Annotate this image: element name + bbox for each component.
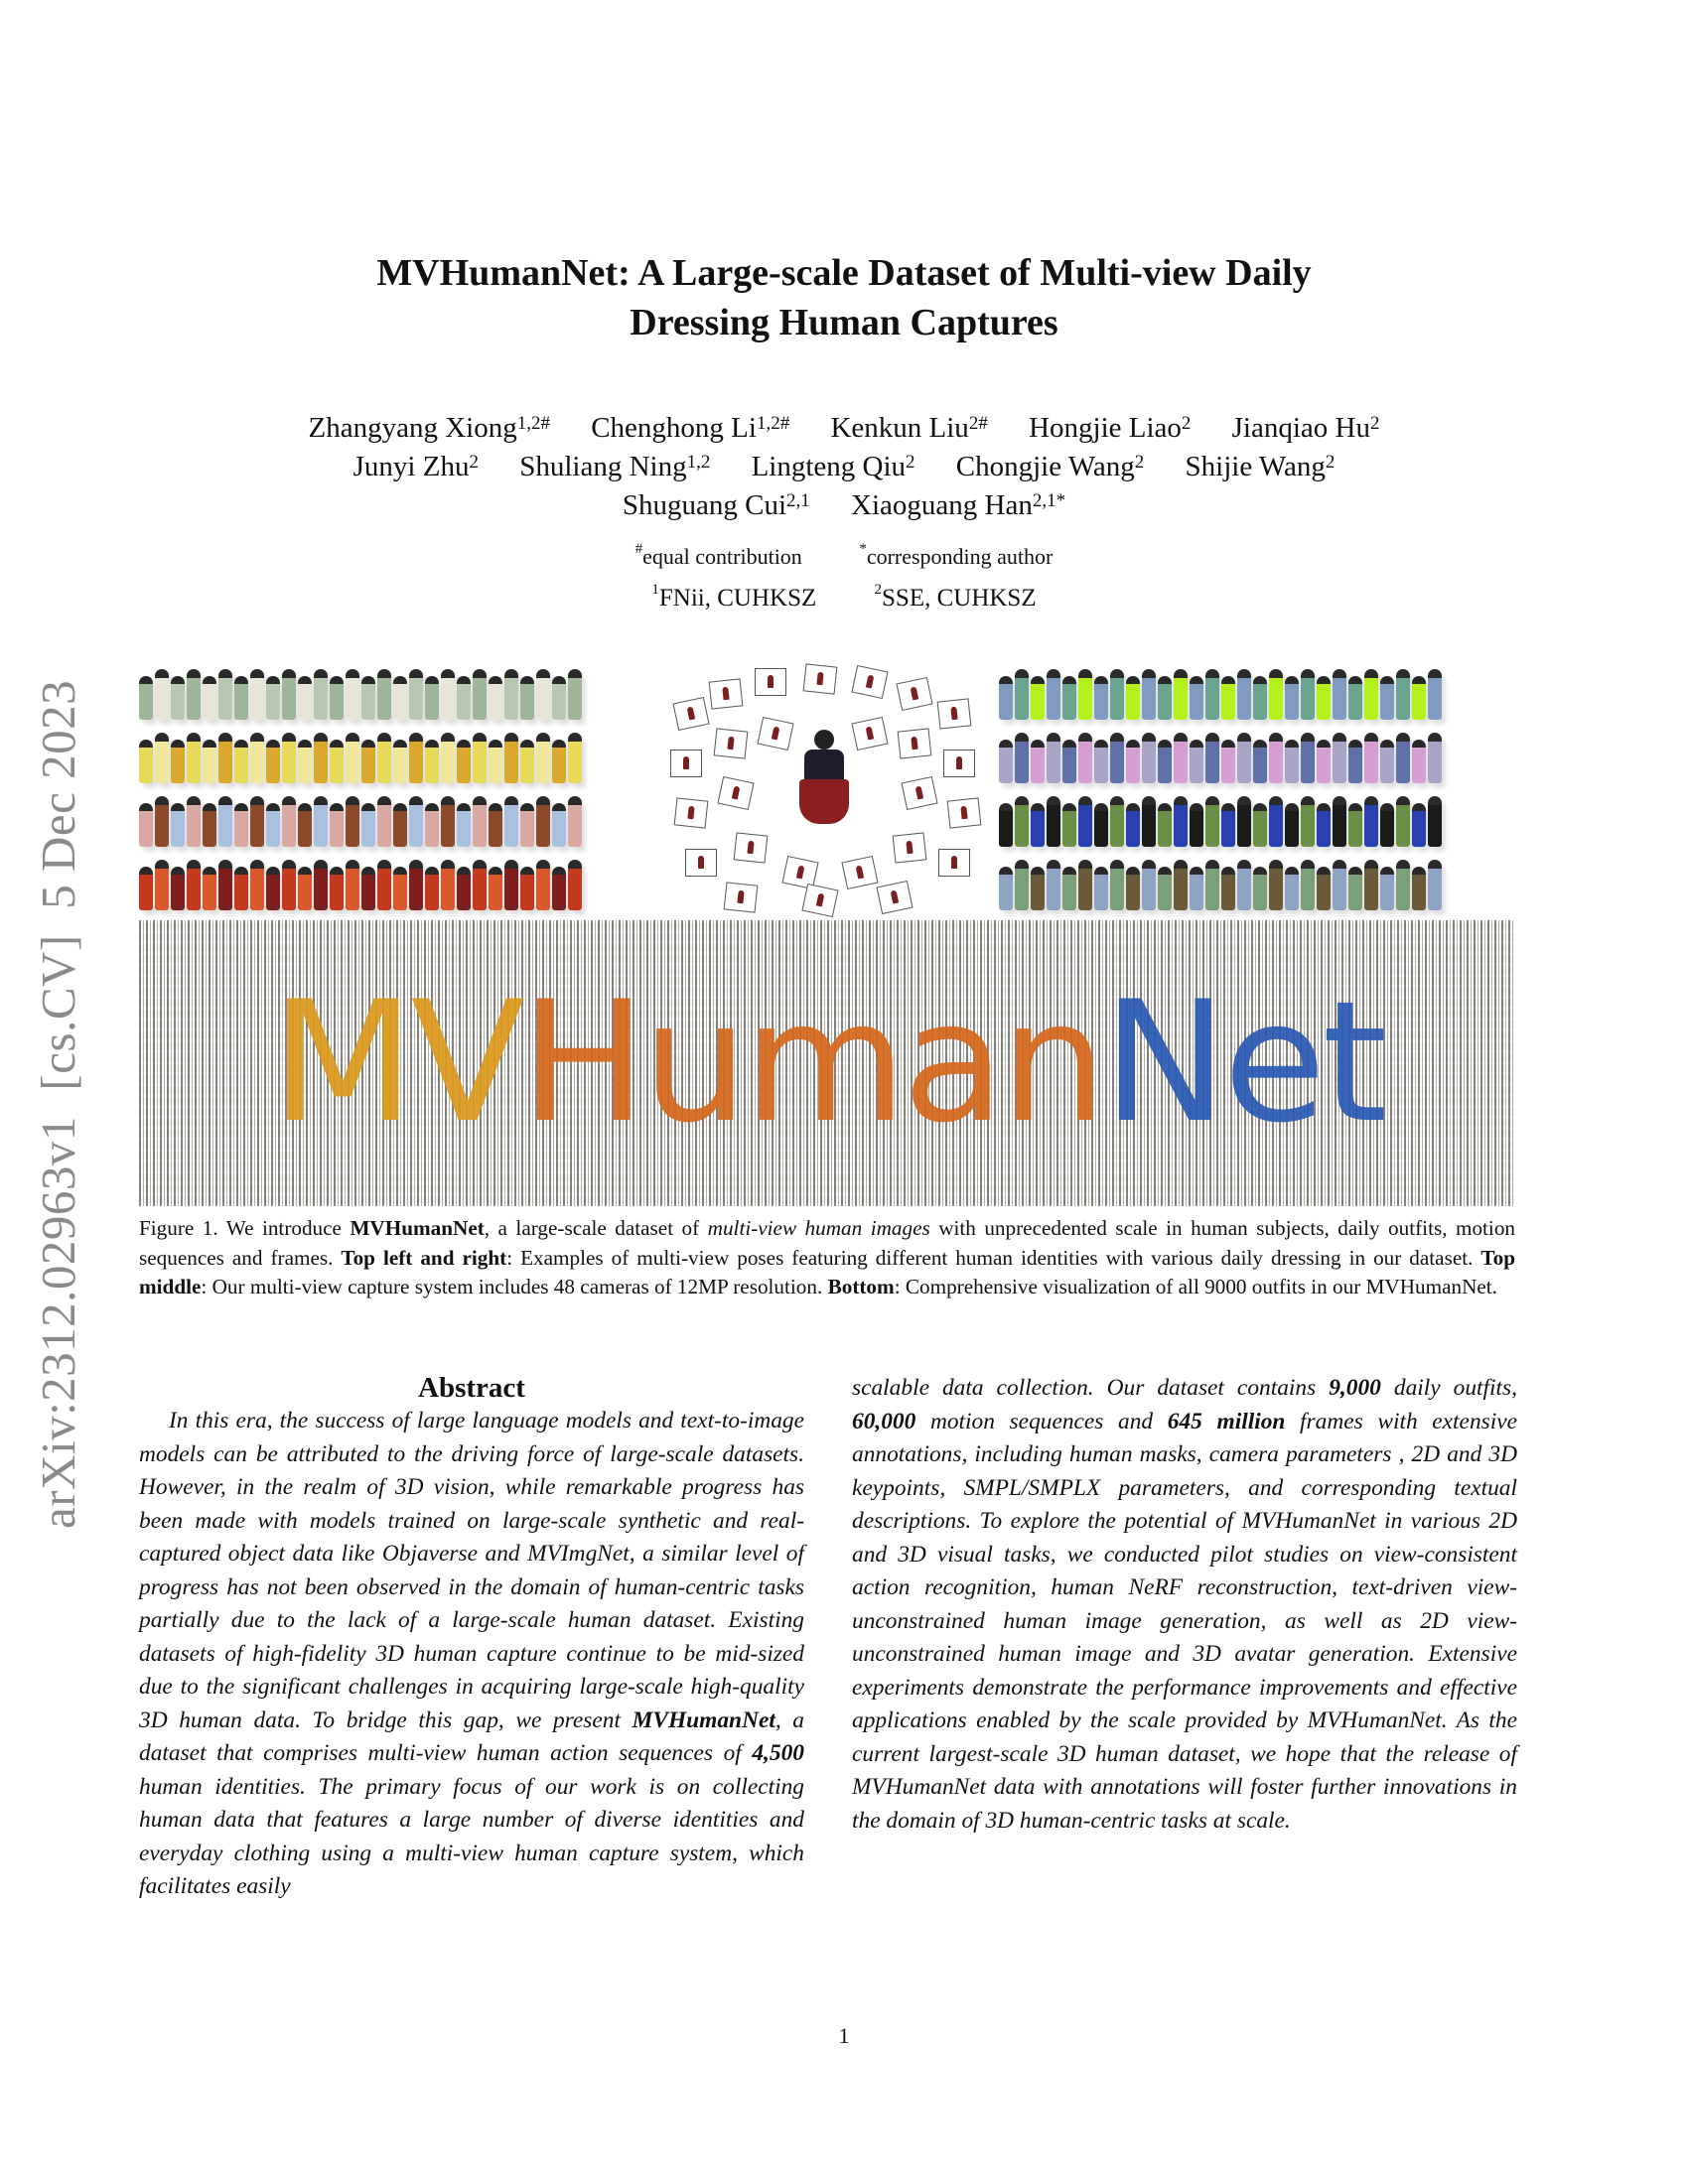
author: Junyi Zhu$^2$ bbox=[352, 451, 479, 482]
author: Lingteng Qiu$^2$ bbox=[751, 451, 915, 482]
camera-view-icon bbox=[893, 832, 927, 863]
camera-view-icon bbox=[937, 698, 972, 729]
author-row-1 bbox=[0, 409, 1688, 448]
camera-view-icon bbox=[670, 750, 702, 777]
camera-view-icon bbox=[851, 717, 888, 751]
camera-view-icon bbox=[938, 849, 970, 877]
multi-view-poses-left bbox=[139, 660, 655, 913]
camera-view-icon bbox=[755, 668, 786, 696]
abstract-right-column: scalable data collection. Our dataset contains 9,000 daily outfits, 60,000 motion sequences and 645 million frames with extensive annotations, including human masks, camera parameters , 2D and 3D keypoints, SMPL/SMPLX parameters, and corresponding textual descriptions. To explore the potential of MVHumanNet in various 2D and 3D visual tasks, we conducted pilot studies on view-consistent action recognition, human NeRF reconstruction, text-driven view-unconstrained human image generation, as well as 2D view-unconstrained human image and 3D avatar generation. Extensive experiments demonstrate the performance improvements and effective applications enabled by the scale provided by MVHumanNet. As the current largest-scale 3D human dataset, we hope that the release of MVHumanNet data with annotations will foster further innovations in the domain of 3D human-centric tasks at scale. bbox=[852, 1375, 1518, 1834]
camera-view-icon bbox=[714, 728, 749, 758]
affiliation: $^1$FNii, CUHKSZ bbox=[651, 582, 817, 612]
author-row-3 bbox=[0, 486, 1688, 525]
camera-view-icon bbox=[734, 832, 769, 863]
paper-title bbox=[0, 248, 1688, 347]
author: Shuguang Cui$^{2,1}$ bbox=[622, 489, 810, 521]
arxiv-identifier-stamp: arXiv:2312.02963v1 [cs.CV] 5 Dec 2023 bbox=[31, 679, 85, 1529]
camera-view-icon bbox=[898, 728, 932, 758]
author: Shijie Wang$^2$ bbox=[1185, 451, 1336, 482]
abstract-heading: Abstract bbox=[418, 1372, 525, 1404]
camera-view-icon bbox=[841, 856, 878, 889]
camera-view-icon bbox=[724, 882, 759, 912]
camera-view-icon bbox=[757, 717, 793, 751]
author: Zhangyang Xiong$^{1,2\#}$ bbox=[308, 412, 550, 444]
mvhumannet-logo bbox=[139, 965, 1515, 1160]
camera-view-icon bbox=[672, 697, 709, 731]
camera-view-icon bbox=[947, 797, 982, 828]
author-row-2 bbox=[0, 448, 1688, 486]
affiliation: $^2$SSE, CUHKSZ bbox=[874, 582, 1037, 612]
logo-part-human: Human bbox=[520, 965, 1103, 1160]
author: Xiaoguang Han$^{2,1*}$ bbox=[851, 489, 1066, 521]
figure-caption: Figure 1. We introduce MVHumanNet, a large-scale dataset of multi-view human images with unprecedented scale in human subjects, daily outfits, motion sequences and frames. Top left and right: Examples of multi-view poses featuring different human identities with various daily dressing in our dataset. Top middle: Our multi-view capture system includes 48 cameras of 12MP resolution. Bottom: Comprehensive visualization of all 9000 outfits in our MVHumanNet. bbox=[139, 1216, 1516, 1298]
camera-view-icon bbox=[717, 776, 754, 810]
author: Shuliang Ning$^{1,2}$ bbox=[519, 451, 711, 482]
figure-label: Figure 1. bbox=[139, 1216, 218, 1240]
camera-view-icon bbox=[685, 849, 717, 877]
outfit-mosaic bbox=[139, 920, 1515, 1206]
title-line-1: MVHumanNet: A Large-scale Dataset of Multi-view Daily bbox=[376, 252, 1312, 294]
figure-1-image bbox=[139, 660, 1515, 1206]
author: Kenkun Liu$^{2\#}$ bbox=[830, 412, 988, 444]
author: Jianqiao Hu$^2$ bbox=[1231, 412, 1380, 444]
author-list bbox=[0, 409, 1688, 525]
author: Hongjie Liao$^2$ bbox=[1029, 412, 1192, 444]
camera-view-icon bbox=[851, 665, 888, 699]
page-number: 1 bbox=[838, 2023, 850, 2048]
camera-view-icon bbox=[896, 677, 932, 711]
corresponding-author-note: *corresponding author bbox=[859, 541, 1054, 569]
capture-rig-illustration bbox=[655, 660, 993, 913]
camera-view-icon bbox=[876, 881, 913, 914]
author: Chenghong $Li^{1,2\#}$ bbox=[591, 412, 790, 444]
figure-top-panels bbox=[139, 660, 1515, 913]
camera-view-icon bbox=[801, 884, 838, 917]
abstract-left-column: In this era, the success of large language models and text-to-image models can be attributed to the driving force of large-scale datasets. However, in the realm of 3D vision, while remarkable progress has been made with models trained on large-scale synthetic and real-captured object data like Objaverse and MVImgNet, a similar level of progress has not been observed in the domain of human-centric tasks partially due to the lack of a large-scale human dataset. Existing datasets of high-fidelity 3D human capture continue to be mid-sized due to the significant challenges in acquiring large-scale high-quality 3D human data. To bridge this gap, we present MVHumanNet, a dataset that comprises multi-view human action sequences of 4,500 human identities. The primary focus of our work is on collecting human data that features a large number of diverse identities and everyday clothing using a multi-view human capture system, which facilitates easily bbox=[139, 1408, 805, 1899]
equal-contribution-note: #equal contribution bbox=[634, 541, 802, 569]
title-line-2: Dressing Human Captures bbox=[630, 302, 1058, 343]
logo-part-net: Net bbox=[1102, 965, 1384, 1160]
captured-subject-figure bbox=[804, 730, 844, 829]
author: Chongjie Wang$^2$ bbox=[955, 451, 1145, 482]
camera-view-icon bbox=[943, 750, 975, 777]
camera-view-icon bbox=[674, 797, 709, 828]
multi-view-poses-right bbox=[999, 660, 1515, 913]
camera-view-icon bbox=[803, 663, 838, 694]
affiliations bbox=[0, 582, 1688, 613]
contribution-notes bbox=[0, 541, 1688, 570]
camera-view-icon bbox=[709, 678, 744, 709]
camera-view-icon bbox=[901, 776, 937, 810]
logo-part-mv: MV bbox=[270, 965, 521, 1160]
